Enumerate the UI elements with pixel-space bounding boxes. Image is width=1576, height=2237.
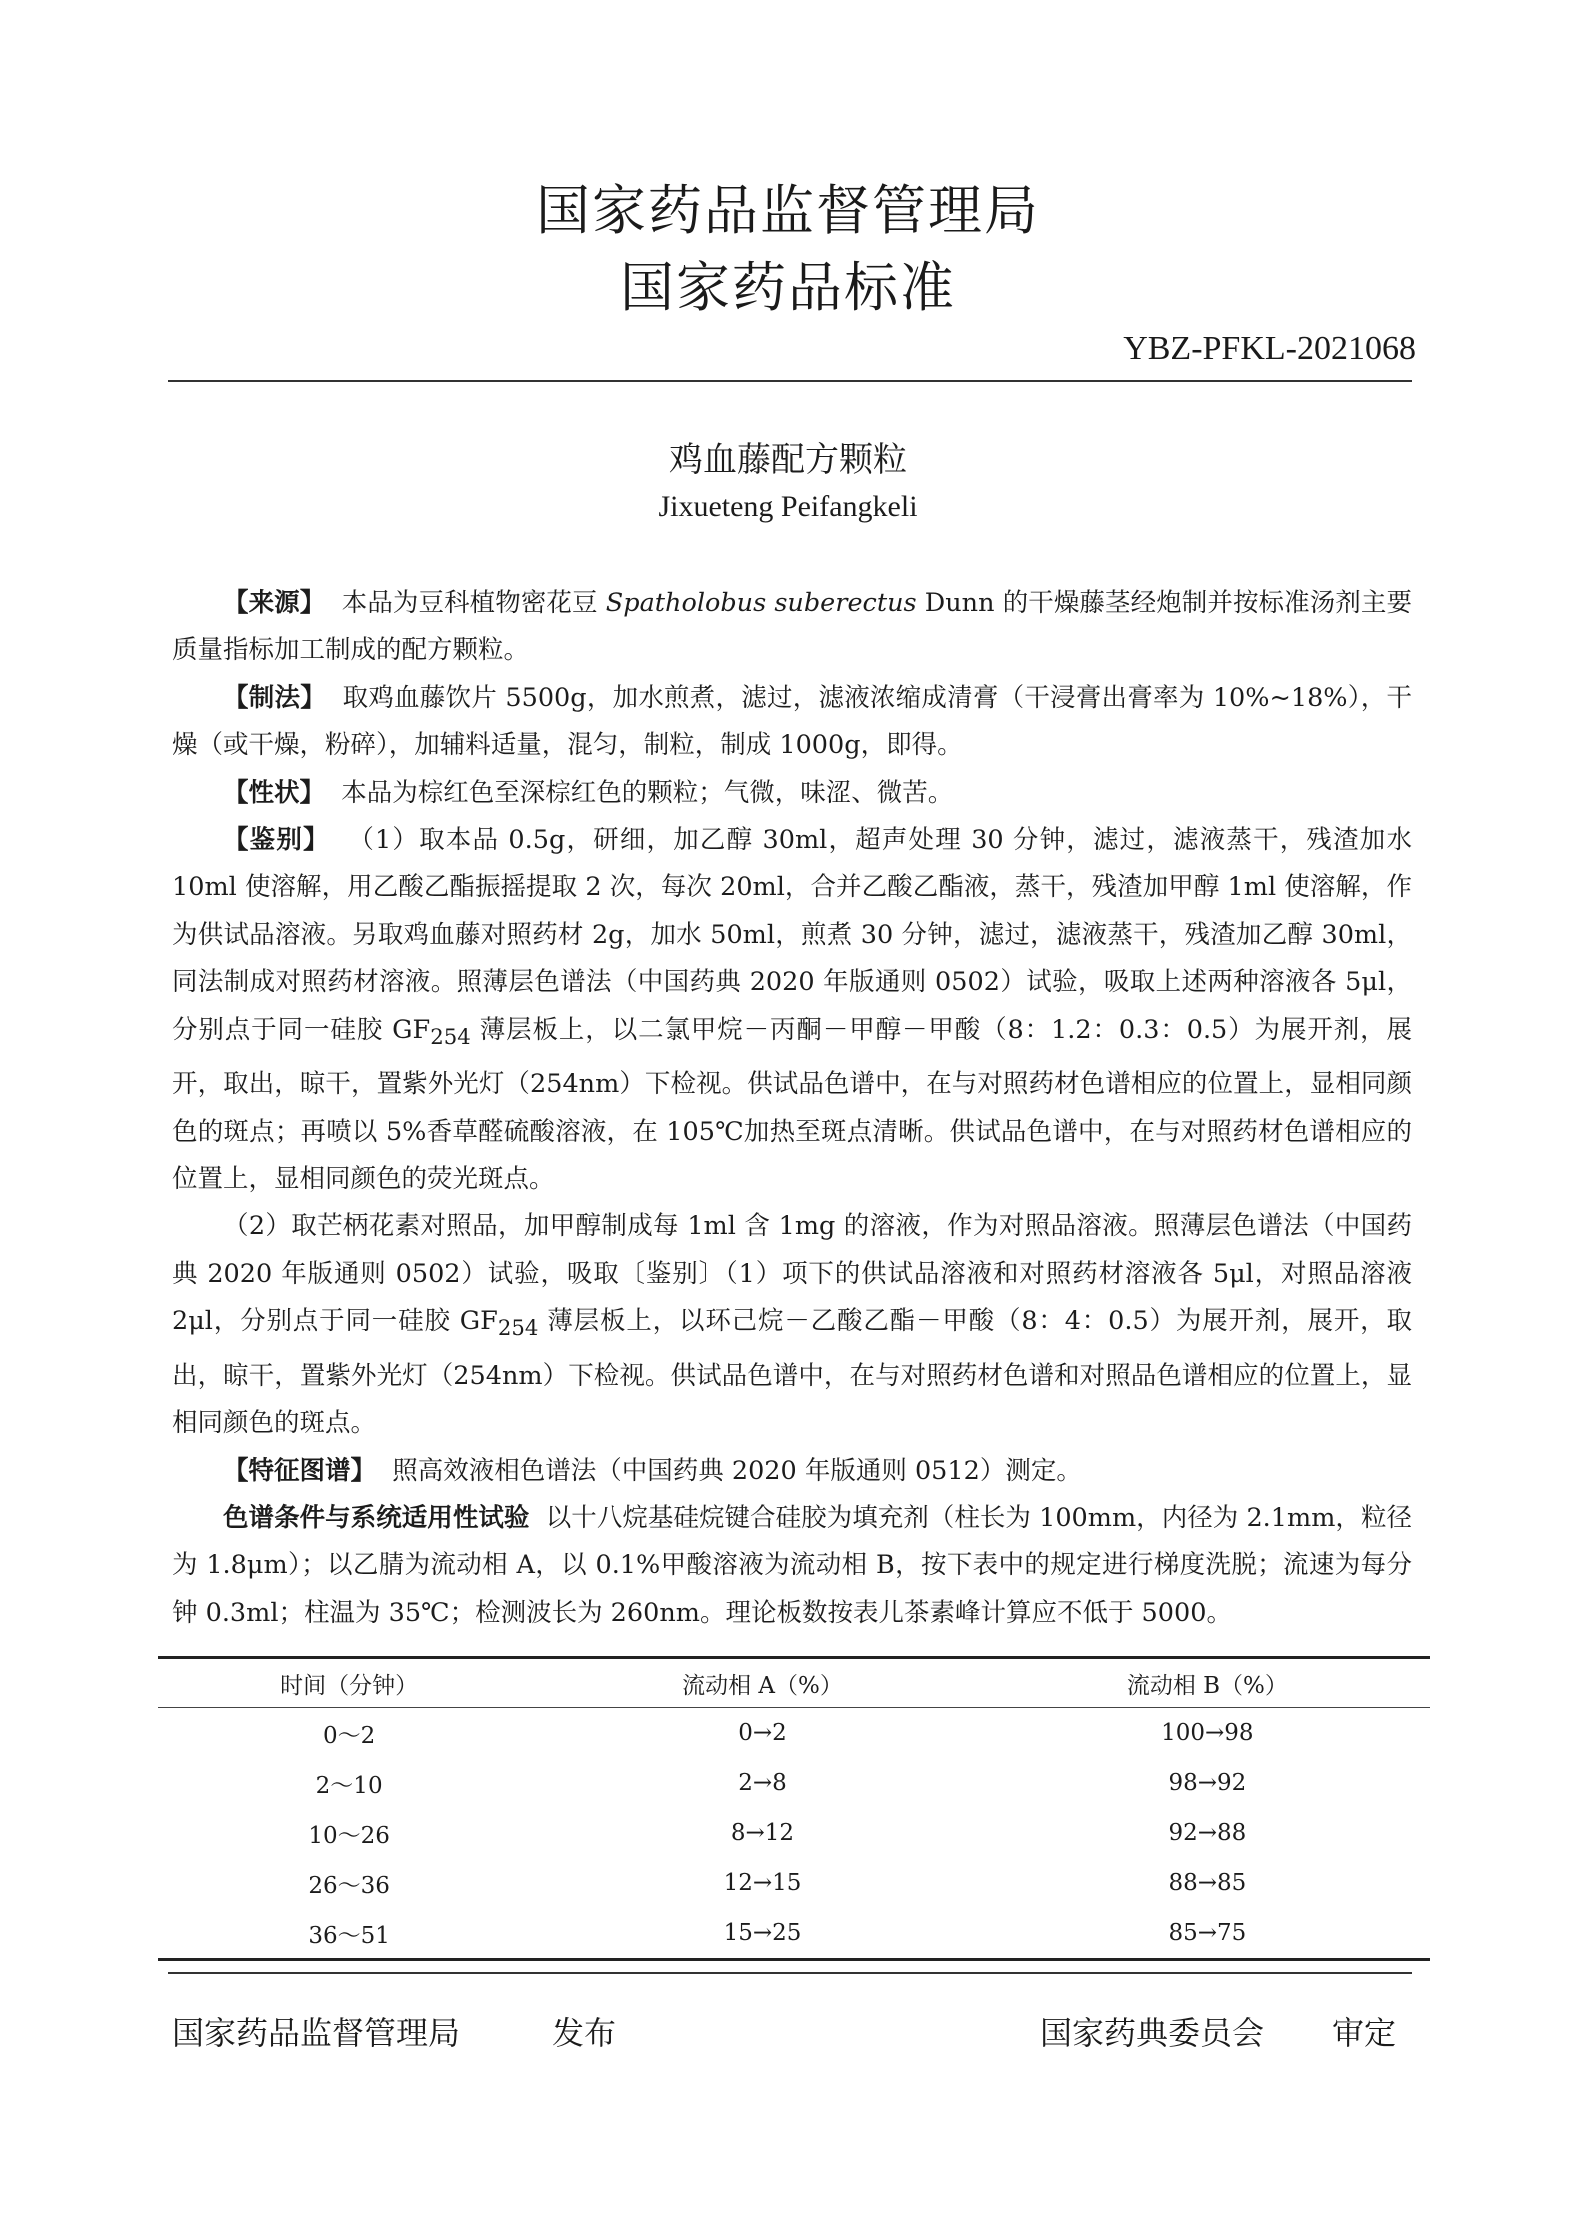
footer-issuer: 国家药品监督管理局	[172, 2014, 461, 2052]
preparation-section	[172, 675, 1412, 770]
identification-2-subscript: 254	[497, 1316, 539, 1342]
cell-time: 2～10	[315, 1772, 383, 1799]
identification-2-text-a: （2）取芒柄花素对照品，加甲醇制成每 1ml 含 1mg 的溶液，作为对照品溶液。照薄层色谱法（中国药典 2020 年版通则 0502）试验，吸取〔鉴别〕（1）项下的供试品溶液和对照药材溶液各 5μl，对照品溶液 2μl，分别点于同一硅胶 GF	[172, 1211, 1412, 1337]
standard-number: YBZ-PFKL-2021068	[1123, 330, 1416, 367]
product-name-en: Jixueteng Peifangkeli	[658, 490, 918, 523]
source-label: 【来源】	[223, 588, 326, 618]
conditions-text: 以十八烷基硅烷键合硅胶为填充剂（柱长为 100mm，内径为 2.1mm，粒径为 1.8μm）；以乙腈为流动相 A，以 0.1%甲酸溶液为流动相 B，按下表中的规定进行梯度洗脱；流速为每分钟 0.3ml；柱温为 35℃；检测波长为 260nm。理论板数按表儿茶素峰计算应不低于 5000。	[172, 1502, 1412, 1628]
gradient-table	[158, 1656, 1430, 1961]
characters-label: 【性状】	[223, 777, 326, 808]
standard-type-title: 国家药品标准	[620, 256, 956, 319]
cell-phase-b: 85→75	[985, 1908, 1430, 1960]
header-time: 时间（分钟）	[158, 1658, 540, 1708]
agency-title: 国家药品监督管理局	[536, 179, 1040, 242]
identification-1-text-b: 薄层板上，以二氯甲烷－丙酮－甲醇－甲酸（8：1.2：0.3：0.5）为展开剂，展开，取出，晾干，置紫外光灯（254nm）下检视。供试品色谱中，在与对照药材色谱相应的位置上，显相同颜色的斑点；再喷以 5%香草醛硫酸溶液，在 105℃加热至斑点清晰。供试品色谱中，在与对照药材色谱相应的位置上，显相同颜色的荧光斑点。	[172, 1014, 1412, 1194]
cell-phase-b: 98→92	[1168, 1770, 1247, 1796]
table-row	[158, 1908, 1430, 1960]
footer-issue-action: 发布	[552, 2014, 617, 2052]
cell-phase-a: 12→15	[723, 1870, 802, 1896]
cell-phase-a: 8→12	[730, 1820, 795, 1846]
product-name-cn: 鸡血藤配方颗粒	[669, 440, 907, 480]
cell-phase-a: 0→2	[738, 1720, 787, 1746]
cell-phase-a: 15→25	[540, 1908, 984, 1960]
table-row	[158, 1808, 1430, 1858]
footer-reviewer: 国家药典委员会	[1040, 2014, 1265, 2052]
table-row	[158, 1758, 1430, 1808]
identification-section-1	[172, 817, 1412, 1203]
cell-phase-b: 92→88	[1168, 1820, 1247, 1846]
identification-label: 【鉴别】	[223, 825, 330, 856]
cell-phase-a: 2→8	[738, 1770, 787, 1796]
cell-time: 10～26	[308, 1822, 390, 1849]
fingerprint-section	[172, 1448, 1412, 1495]
preparation-text: 取鸡血藤饮片 5500g，加水煎煮，滤过，滤液浓缩成清膏（干浸膏出膏率为 10%~18%），干燥（或干燥，粉碎），加辅料适量，混匀，制粒，制成 1000g，即得。	[172, 682, 1412, 761]
chromatographic-conditions	[172, 1495, 1412, 1637]
source-text-2: Dunn 的干燥藤茎经炮制并按标准汤剂主要质量指标加工制成的配方颗粒。	[172, 588, 1412, 666]
cell-time: 0～2	[322, 1722, 376, 1749]
header-phase-b: 流动相 B（%）	[985, 1658, 1430, 1708]
header-divider	[168, 380, 1412, 382]
characters-text: 本品为棕红色至深棕红色的颗粒；气微，味涩、微苦。	[341, 777, 954, 808]
fingerprint-text: 照高效液相色谱法（中国药典 2020 年版通则 0512）测定。	[392, 1455, 1082, 1486]
identification-1-text-a: （1）取本品 0.5g，研细，加乙醇 30ml，超声处理 30 分钟，滤过，滤液蒸干，残渣加水 10ml 使溶解，用乙酸乙酯振摇提取 2 次，每次 20ml，合并乙酸乙酯液，蒸干，残渣加甲醇 1ml 使溶解，作为供试品溶液。另取鸡血藤对照药材 2g，加水 50ml，煎煮 30 分钟，滤过，滤液蒸干，残渣加乙醇 30ml，同法制成对照药材溶液。照薄层色谱法（中国药典 2020 年版通则 0502）试验，吸取上述两种溶液各 5μl，分别点于同一硅胶 GF	[172, 825, 1412, 1045]
source-section	[172, 580, 1412, 675]
table-row	[158, 1858, 1430, 1908]
identification-2-text-b: 薄层板上，以环己烷－乙酸乙酯－甲酸（8：4：0.5）为展开剂，展开，取出，晾干，置紫外光灯（254nm）下检视。供试品色谱中，在与对照药材色谱和对照品色谱相应的位置上，显相同颜色的斑点。	[172, 1306, 1413, 1439]
source-text-1: 本品为豆科植物密花豆	[341, 588, 606, 618]
cell-phase-b: 88→85	[1168, 1870, 1247, 1896]
header-phase-a: 流动相 A（%）	[540, 1658, 984, 1708]
cell-time: 36～51	[158, 1908, 540, 1960]
preparation-label: 【制法】	[223, 682, 326, 713]
footer-divider	[168, 1972, 1412, 1974]
characters-section	[172, 770, 1412, 817]
identification-1-subscript: 254	[430, 1024, 471, 1050]
monograph-body	[172, 580, 1412, 1637]
cell-time: 26～36	[308, 1872, 390, 1899]
footer-review-action: 审定	[1332, 2014, 1397, 2052]
gradient-table-header	[158, 1658, 1430, 1708]
source-latin-name: Spatholobus suberectus	[605, 588, 917, 618]
fingerprint-label: 【特征图谱】	[223, 1455, 377, 1486]
conditions-label: 色谱条件与系统适用性试验	[223, 1502, 530, 1533]
identification-section-2	[172, 1203, 1412, 1447]
table-row	[158, 1708, 1430, 1759]
cell-phase-b: 100→98	[1161, 1720, 1254, 1746]
